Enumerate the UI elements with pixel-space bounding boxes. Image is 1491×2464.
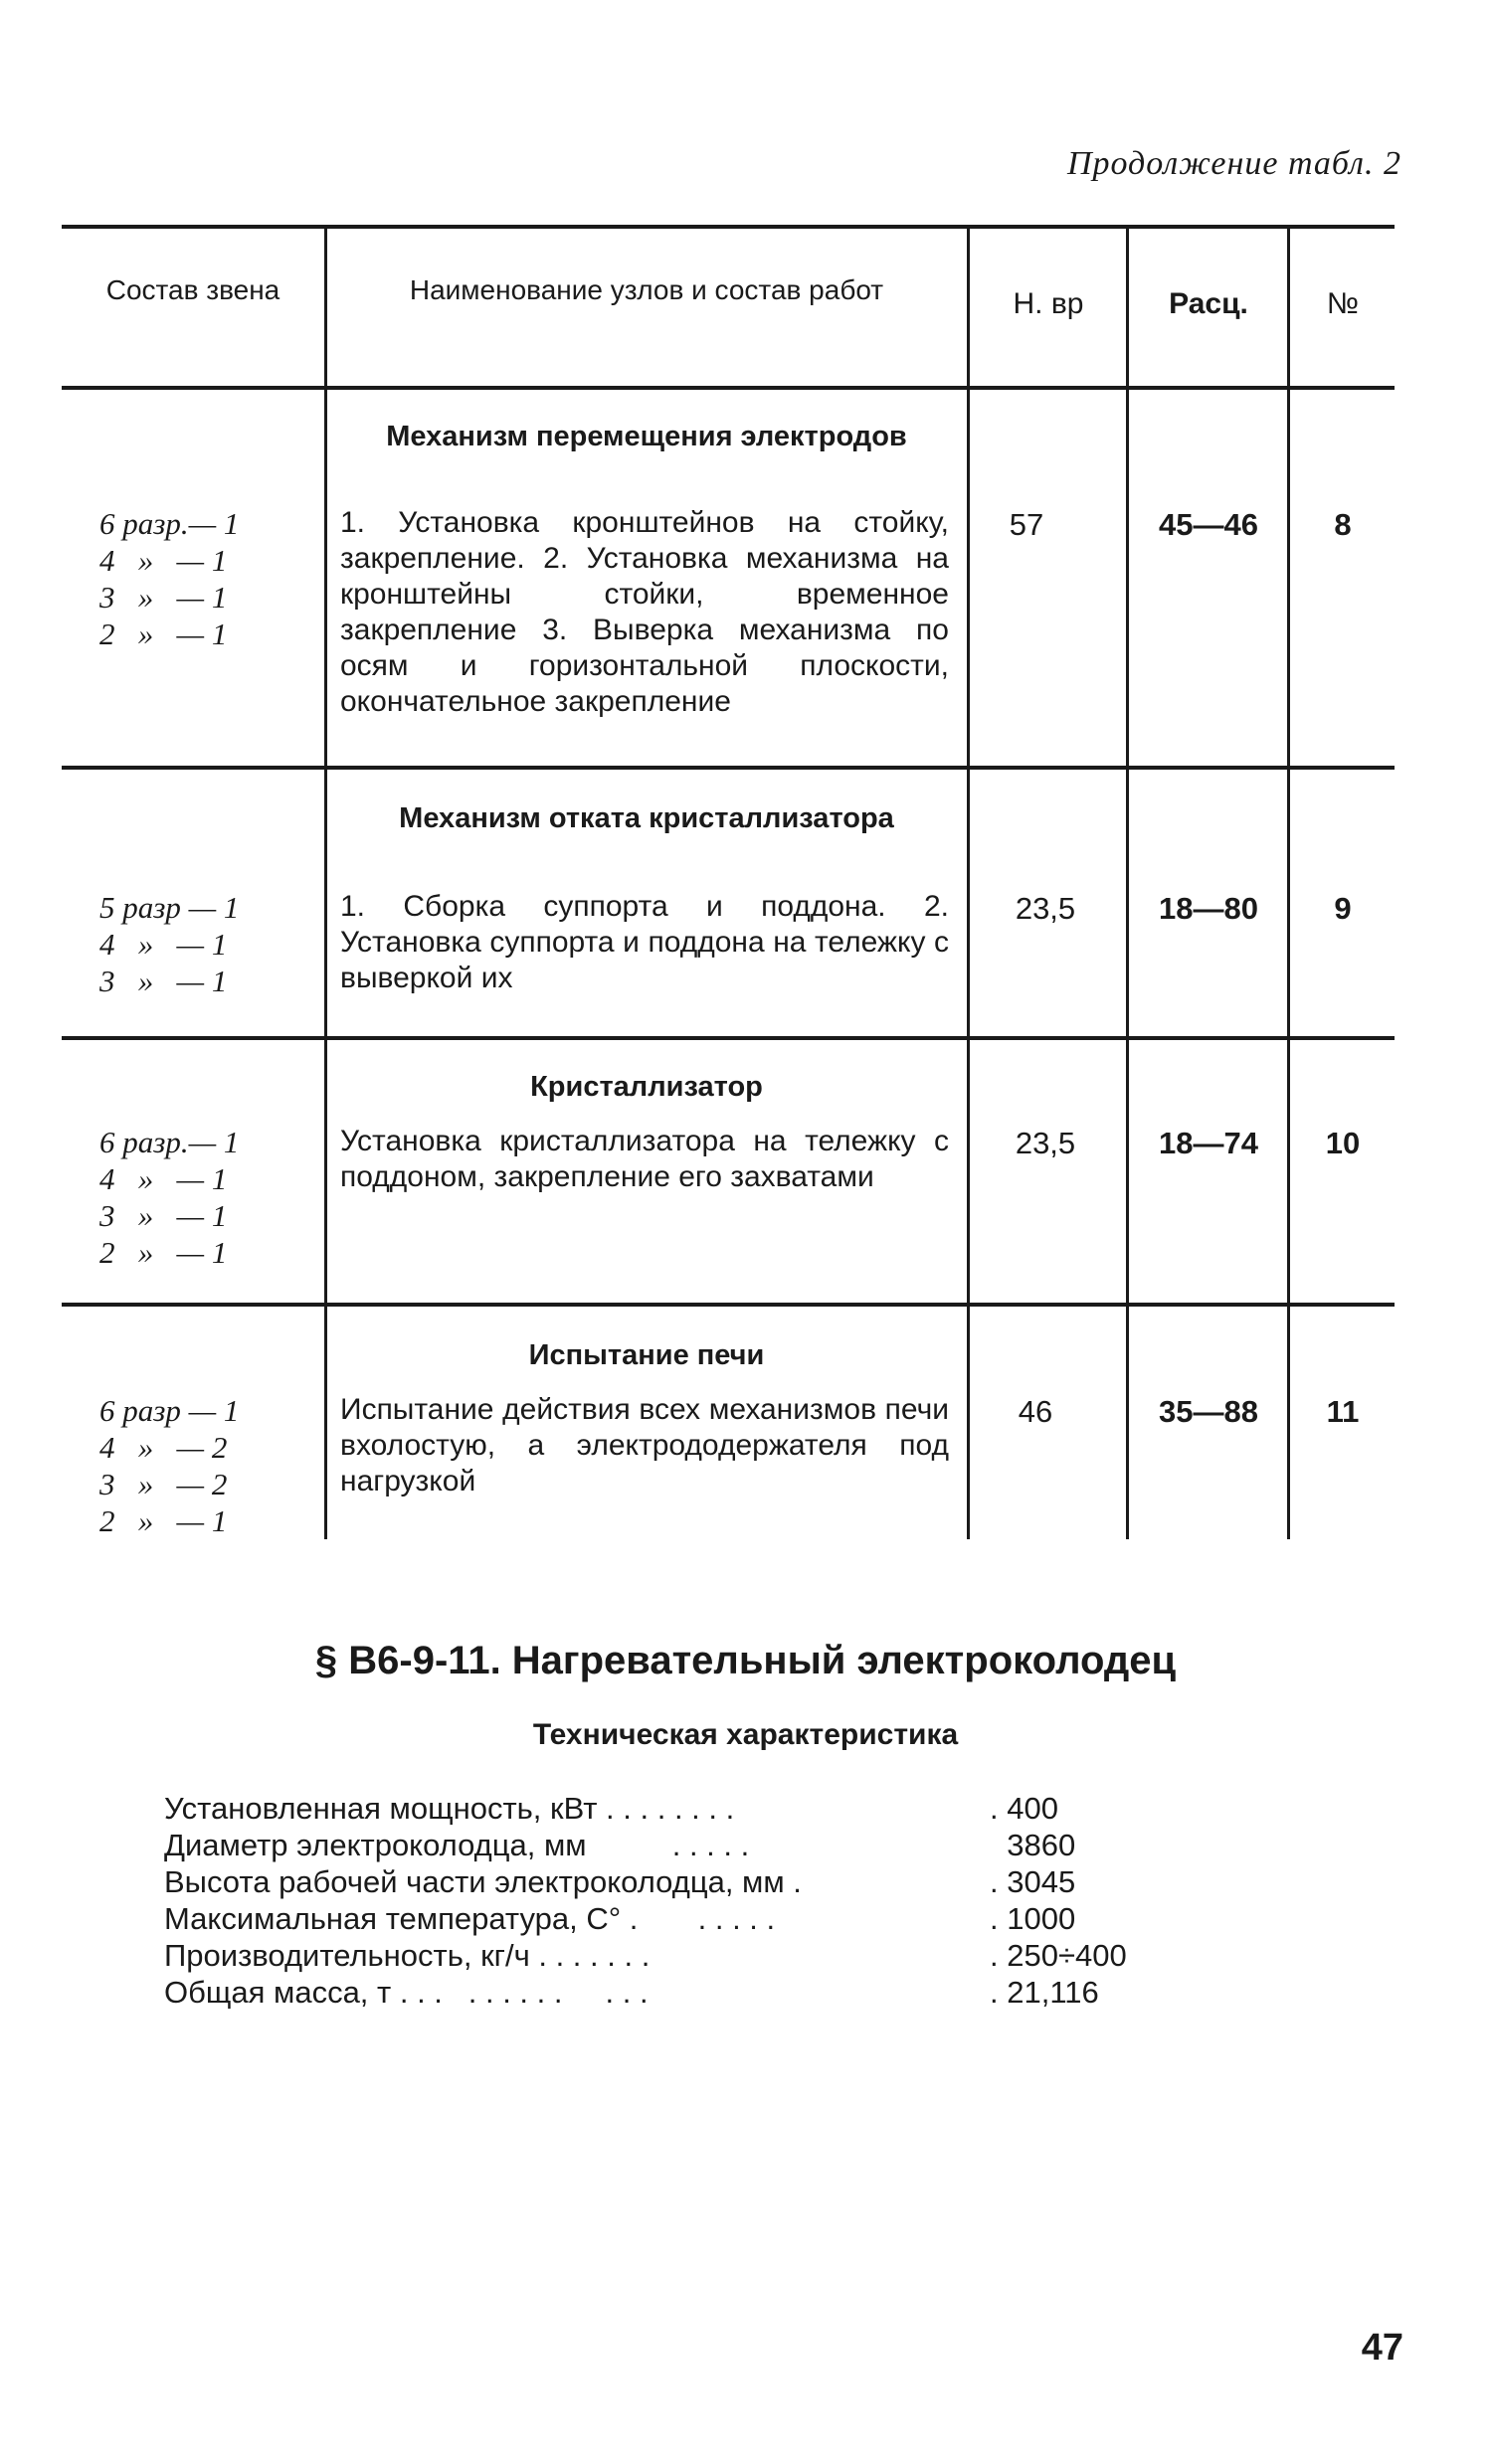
work-description: 1. Установка кронштейнов на стойку, закрепление. 2. Установка механизма на кронштейны стойки, временное закрепление 3. Выверка механизма по осям и горизонтальной плоскости, окончательное закрепление — [340, 506, 949, 718]
crew-line: 6 разр.— 1 — [99, 506, 240, 541]
row-separator — [62, 1303, 1395, 1307]
section-title: Испытание печи — [528, 1339, 765, 1371]
crew-line: 6 разр — 1 — [99, 1393, 240, 1428]
crew-list — [99, 1124, 288, 1271]
header-work: Наименование узлов и состав работ — [409, 274, 884, 305]
norm-value: 46 — [1018, 1394, 1053, 1429]
rate-value: 18—80 — [1159, 891, 1258, 926]
table-top-rule — [62, 225, 1395, 229]
row-separator — [62, 766, 1395, 770]
section-title: Механизм отката кристаллизатора — [399, 802, 894, 834]
crew-line: 4 » — 1 — [99, 927, 228, 962]
continued-label: Продолжение табл. 2 — [1066, 145, 1401, 182]
crew-list — [99, 1392, 288, 1539]
rate-value: 35—88 — [1159, 1394, 1258, 1429]
crew-list — [99, 889, 288, 999]
rate-value: 45—46 — [1159, 507, 1258, 542]
page-number: 47 — [1361, 2327, 1403, 2369]
row-number: 10 — [1325, 1126, 1361, 1160]
spec-value: . 250÷400 — [990, 1938, 1127, 1973]
spec-label: Высота рабочей части электроколодца, мм . — [164, 1864, 802, 1899]
crew-line: 3 » — 1 — [99, 1198, 228, 1233]
spec-row — [164, 1900, 1258, 1937]
crew-line: 3 » — 1 — [99, 964, 228, 998]
spec-label: Общая масса, т . . . . . . . . . . . . — [164, 1975, 649, 2010]
spec-value: . 21,116 — [990, 1975, 1099, 2010]
spec-row — [164, 1790, 1258, 1827]
column-divider — [324, 225, 327, 1539]
norm-value: 23,5 — [1015, 1126, 1076, 1160]
norm-value: 57 — [1009, 507, 1044, 542]
spec-value: 3860 — [990, 1828, 1076, 1862]
header-bottom-rule — [62, 386, 1395, 390]
section-title: Механизм перемещения электродов — [386, 421, 907, 452]
spec-value: . 3045 — [990, 1864, 1076, 1899]
row-number: 11 — [1326, 1394, 1360, 1429]
crew-line: 4 » — 1 — [99, 543, 228, 578]
section-title: Кристаллизатор — [530, 1071, 763, 1103]
specs-subtitle: Техническая характеристика — [532, 1718, 959, 1751]
column-divider — [1126, 225, 1129, 1539]
spec-label: Диаметр электроколодца, мм . . . . . — [164, 1828, 750, 1862]
row-number: 8 — [1334, 507, 1352, 542]
header-rate: Расц. — [1169, 287, 1248, 320]
row-separator — [62, 1036, 1395, 1040]
section-heading: § В6-9-11. Нагревательный электроколодец — [314, 1639, 1177, 1682]
spec-value: . 400 — [990, 1791, 1058, 1826]
norm-value: 23,5 — [1015, 891, 1076, 926]
crew-line: 4 » — 1 — [99, 1161, 228, 1196]
crew-line: 5 разр — 1 — [99, 890, 240, 925]
crew-line: 6 разр.— 1 — [99, 1125, 240, 1159]
specs-list — [164, 1790, 1258, 2011]
work-description: 1. Сборка суппорта и поддона. 2. Установка суппорта и поддона на тележку с выверкой их — [340, 890, 949, 994]
spec-row — [164, 1863, 1258, 1900]
column-divider — [1287, 225, 1290, 1539]
work-description: Испытание действия всех механизмов печи вхолостую, а электрододержателя под нагрузкой — [340, 1393, 949, 1497]
crew-line: 3 » — 2 — [99, 1467, 228, 1501]
spec-label: Установленная мощность, кВт . . . . . . . . — [164, 1791, 735, 1826]
crew-line: 2 » — 1 — [99, 1503, 228, 1538]
header-crew: Состав звена — [105, 274, 280, 305]
header-no: № — [1326, 287, 1360, 320]
crew-line: 4 » — 2 — [99, 1430, 228, 1465]
work-description: Установка кристаллизатора на тележку с поддоном, закрепление его захватами — [340, 1125, 949, 1193]
spec-label: Производительность, кг/ч . . . . . . . — [164, 1938, 651, 1973]
row-number: 9 — [1334, 891, 1352, 926]
crew-line: 2 » — 1 — [99, 1235, 228, 1270]
spec-label: Максимальная температура, С° . . . . . . — [164, 1901, 776, 1936]
spec-row — [164, 1827, 1258, 1863]
crew-line: 2 » — 1 — [99, 616, 228, 651]
column-divider — [967, 225, 970, 1539]
header-norm: Н. вр — [1013, 287, 1084, 320]
spec-row — [164, 1974, 1258, 2011]
crew-list — [99, 505, 288, 652]
spec-value: . 1000 — [990, 1901, 1076, 1936]
spec-row — [164, 1937, 1258, 1974]
crew-line: 3 » — 1 — [99, 580, 228, 615]
rate-value: 18—74 — [1159, 1126, 1258, 1160]
